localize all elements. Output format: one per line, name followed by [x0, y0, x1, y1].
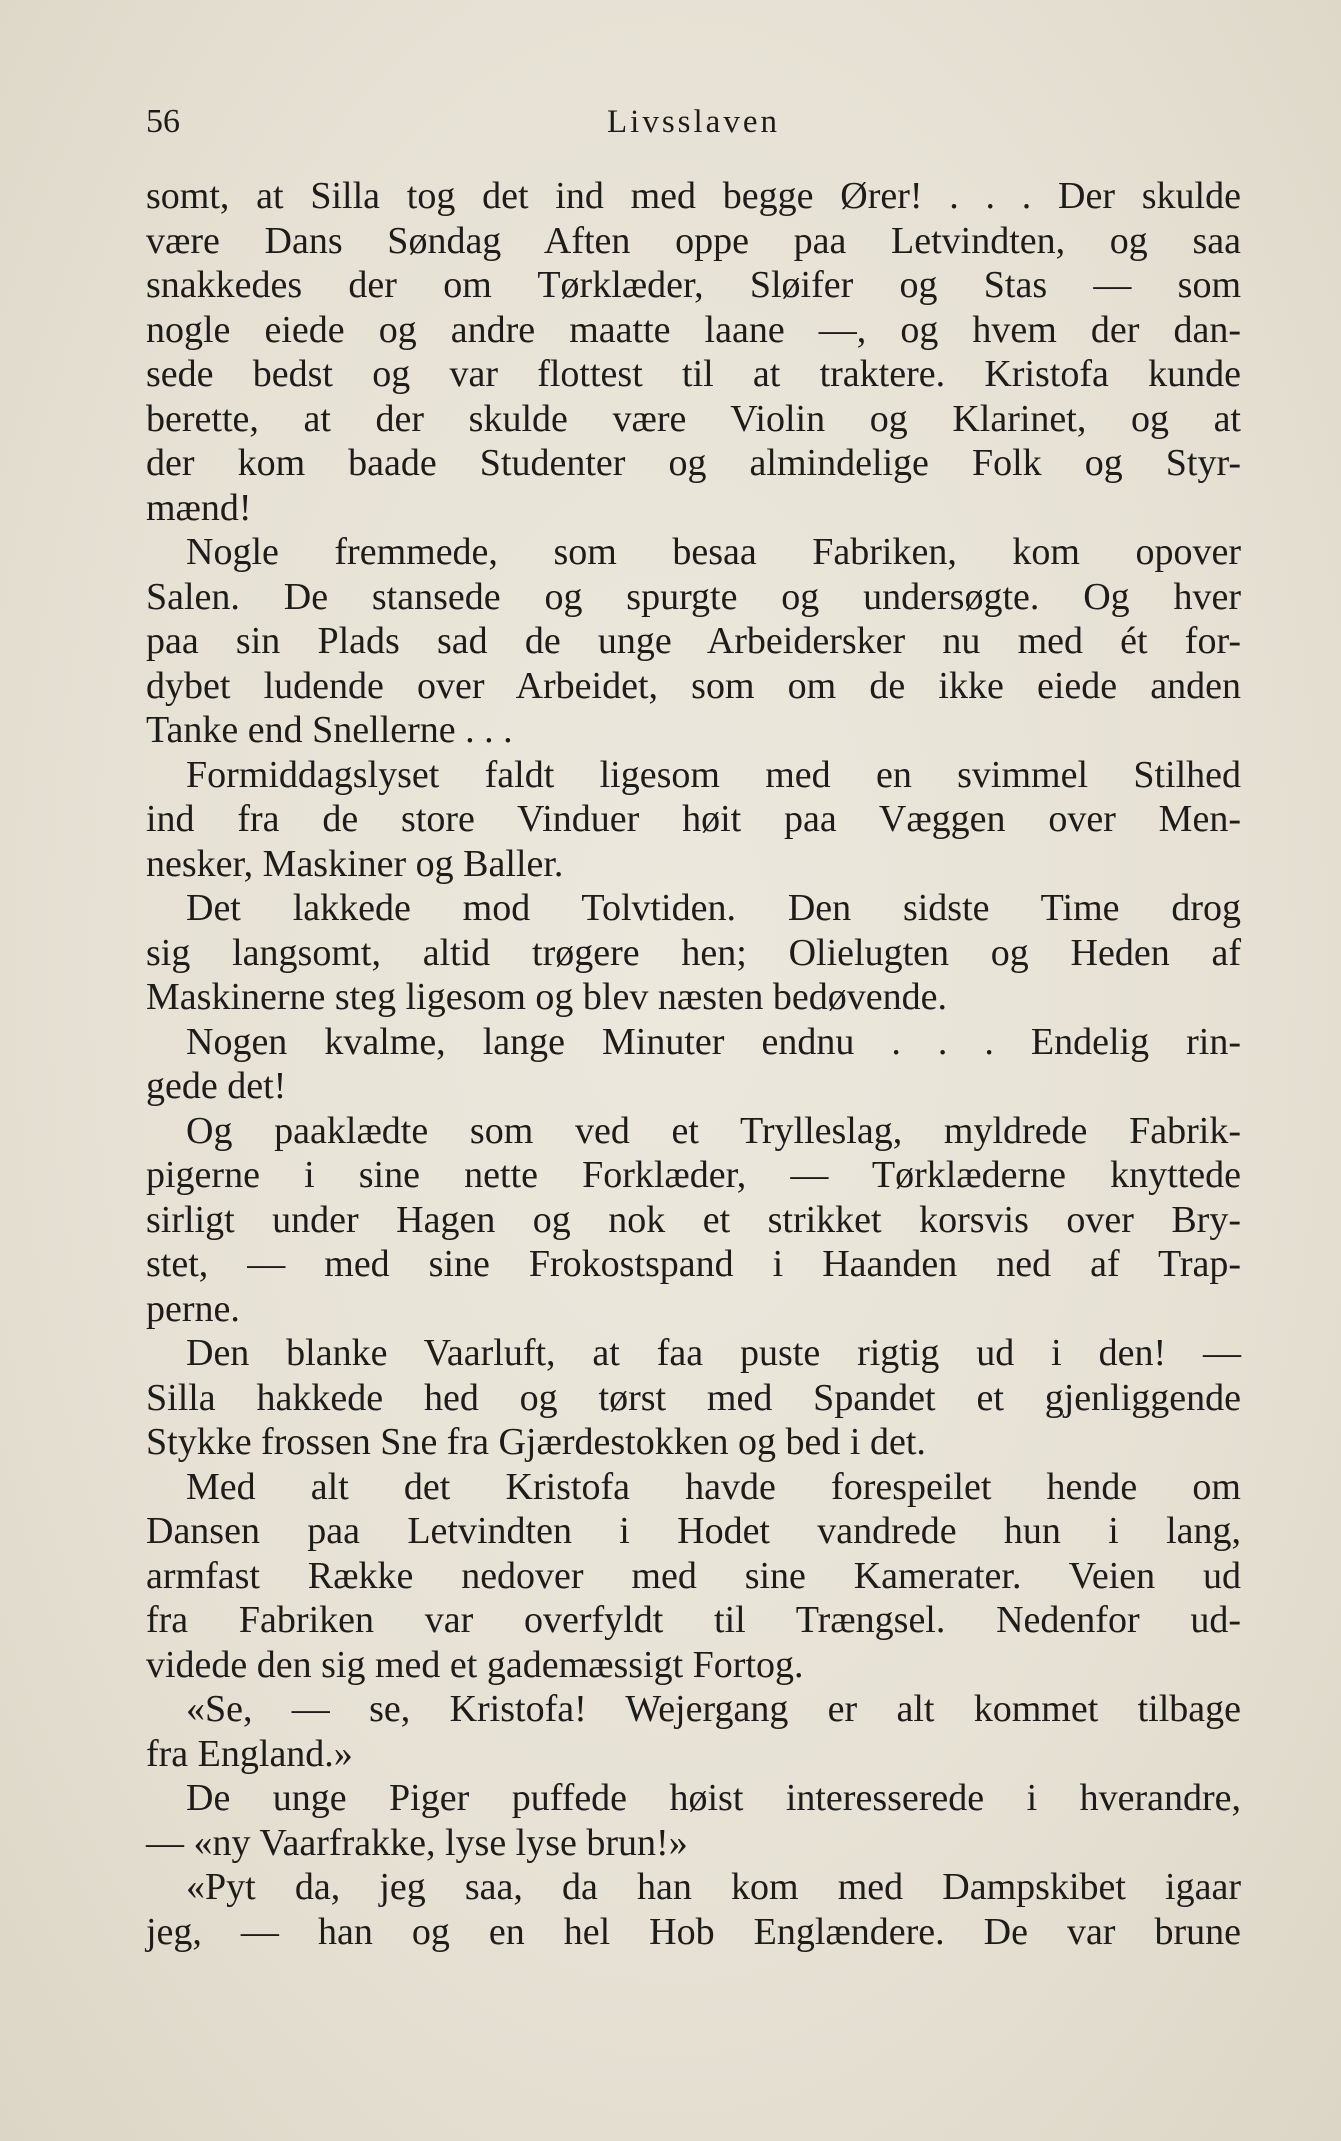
text-line: nesker, Maskiner og Baller.	[146, 842, 564, 885]
text-line: stet, — med sine Frokostspand i Haanden ned af Trap-	[146, 1243, 1241, 1285]
text-line: Silla hakkede hed og tørst med Spandet et gjenliggende	[146, 1376, 1241, 1419]
text-line: videde den sig med et gademæssigt Fortog.	[146, 1643, 804, 1686]
text-line: Formiddagslyset faldt ligesom med en svimmel Stilhed	[186, 753, 1241, 796]
text-line: pigerne i sine nette Forklæder, — Tørklæderne knyttede	[146, 1154, 1241, 1196]
text-line: Stykke frossen Sne fra Gjærdestokken og bed i det.	[146, 1421, 926, 1463]
text-line: sig langsomt, altid trøgere hen; Olielugten og Heden af	[146, 931, 1241, 974]
text-line: ind fra de store Vinduer høit paa Væggen over Men-	[146, 798, 1241, 840]
text-line: — «ny Vaarfrakke, lyse lyse brun!»	[146, 1821, 688, 1864]
text-line: fra Fabriken var overfyldt til Trængsel. Nedenfor ud-	[146, 1599, 1241, 1641]
text-line: Nogle fremmede, som besaa Fabriken, kom opover	[186, 531, 1241, 573]
text-line: «Pyt da, jeg saa, da han kom med Dampskibet igaar	[186, 1866, 1241, 1908]
text-line: «Se, — se, Kristofa! Wejergang er alt kommet tilbage	[186, 1688, 1241, 1730]
text-line: berette, at der skulde være Violin og Klarinet, og at	[146, 397, 1241, 440]
text-line: paa sin Plads sad de unge Arbeidersker nu med ét for-	[146, 620, 1241, 662]
text-line: perne.	[146, 1287, 240, 1330]
text-line: mænd!	[146, 486, 252, 529]
text-line: Maskinerne steg ligesom og blev næsten bedøvende.	[146, 976, 948, 1018]
text-line: sirligt under Hagen og nok et strikket korsvis over Bry-	[146, 1198, 1241, 1241]
text-line: Salen. De stansede og spurgte og undersøgte. Og hver	[146, 575, 1241, 618]
text-line: Nogen kvalme, lange Minuter endnu . . . Endelig rin-	[186, 1020, 1241, 1063]
text-line: gede det!	[146, 1065, 287, 1107]
page-header	[146, 98, 1241, 146]
text-line: De unge Piger puffede høist interesserede i hverandre,	[186, 1777, 1241, 1819]
text-line: Det lakkede mod Tolvtiden. Den sidste Time drog	[186, 887, 1241, 929]
text-line: jeg, — han og en hel Hob Englændere. De var brune	[146, 1910, 1241, 1953]
page-number: 56	[146, 103, 180, 140]
running-title: Livsslaven	[607, 104, 780, 140]
text-line: der kom baade Studenter og almindelige Folk og Styr-	[146, 442, 1241, 484]
text-line: snakkedes der om Tørklæder, Sløifer og Stas — som	[146, 264, 1241, 306]
text-line: Tanke end Snellerne . . .	[146, 709, 513, 751]
text-line: nogle eiede og andre maatte laane —, og hvem der dan-	[146, 308, 1241, 351]
body-text	[146, 174, 1241, 1954]
text-line: armfast Række nedover med sine Kamerater. Veien ud	[146, 1554, 1241, 1597]
text-line: somt, at Silla tog det ind med begge Ører! . . . Der skulde	[146, 175, 1241, 217]
text-line: Den blanke Vaarluft, at faa puste rigtig ud i den! —	[186, 1332, 1241, 1374]
text-line: Dansen paa Letvindten i Hodet vandrede hun i lang,	[146, 1510, 1241, 1552]
text-line: sede bedst og var flottest til at traktere. Kristofa kunde	[146, 353, 1241, 395]
text-line: dybet ludende over Arbeidet, som om de ikke eiede anden	[146, 664, 1241, 707]
text-line: Og paaklædte som ved et Trylleslag, myldrede Fabrik-	[186, 1109, 1241, 1152]
text-line: Med alt det Kristofa havde forespeilet hende om	[186, 1465, 1241, 1508]
text-line: være Dans Søndag Aften oppe paa Letvindten, og saa	[146, 219, 1241, 262]
text-line: fra England.»	[146, 1732, 353, 1775]
